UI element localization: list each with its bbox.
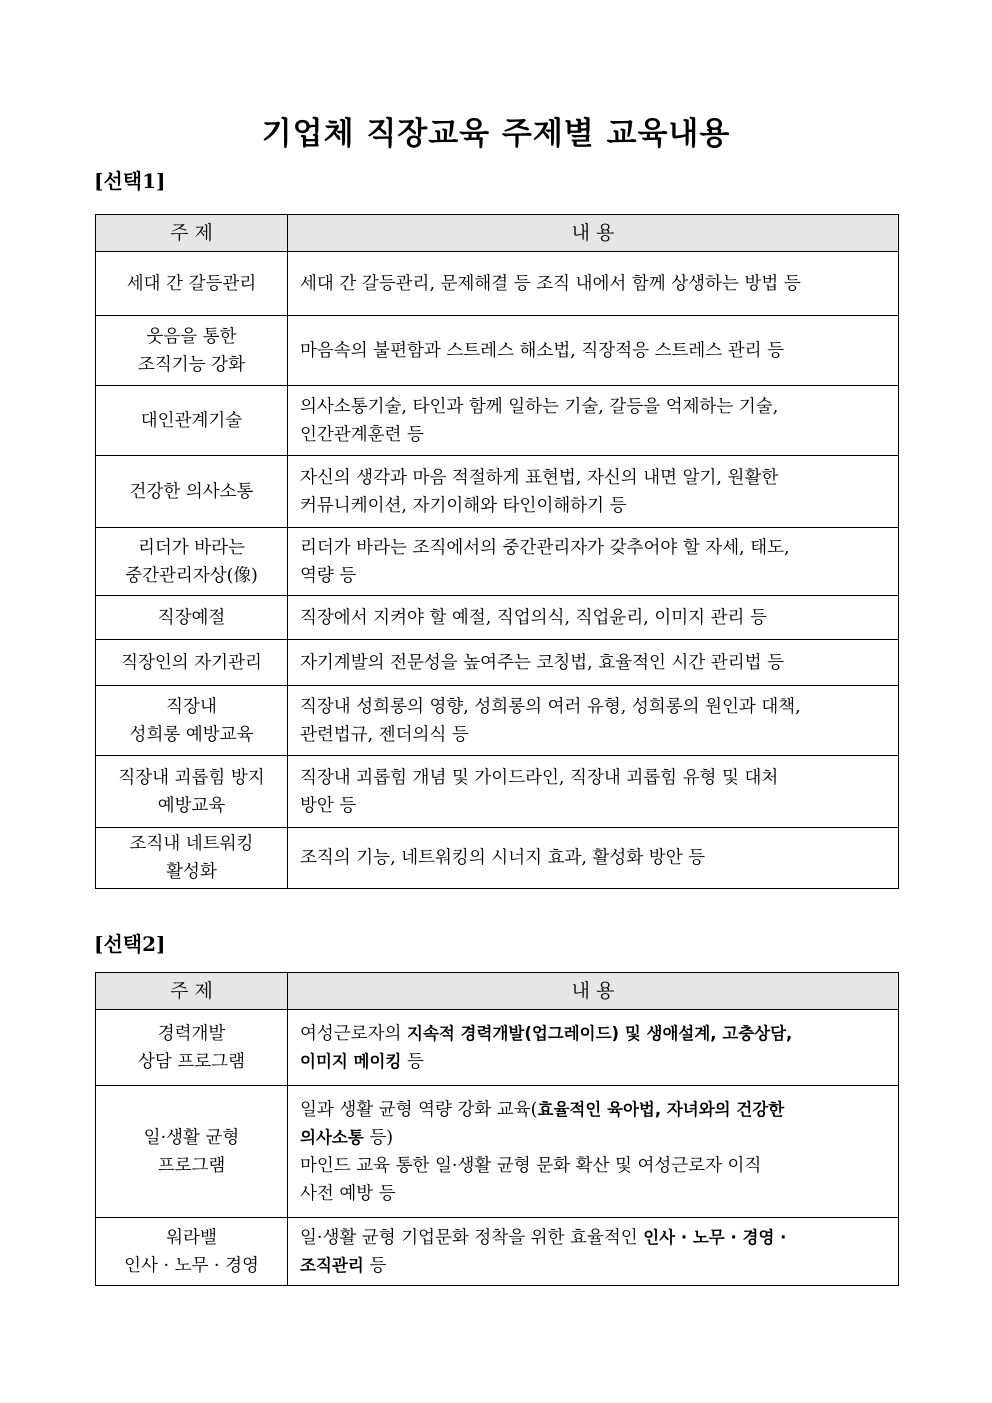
header-topic: 주 제 <box>96 973 288 1010</box>
content-cell <box>288 596 899 640</box>
table-row <box>96 456 899 528</box>
table-row <box>96 686 899 756</box>
content-line: 역량 등 <box>300 565 357 586</box>
topic-line: 직장예절 <box>157 607 226 628</box>
content-cell <box>288 686 899 756</box>
topic-line: 프로그램 <box>157 1155 226 1176</box>
content-text: 일·생활 균형 기업문화 정착을 위한 효율적인 <box>300 1227 644 1248</box>
content-bold-text: 효율적인 육아법, 자녀와의 건강한 <box>537 1099 785 1119</box>
header-content: 내 용 <box>288 973 899 1010</box>
section-1-rows <box>96 252 899 889</box>
topic-cell <box>96 1010 288 1086</box>
topic-line: 인사 · 노무 · 경영 <box>124 1255 259 1276</box>
content-line: 리더가 바라는 조직에서의 중간관리자가 갖추어야 할 자세, 태도, <box>300 537 790 558</box>
content-line: 커뮤니케이션, 자기이해와 타인이해하기 등 <box>300 495 627 516</box>
table-row <box>96 1086 899 1218</box>
content-bold-text: 조직관리 <box>300 1255 364 1275</box>
content-text: 등 <box>401 1051 424 1072</box>
topic-line: 워라밸 <box>166 1227 217 1248</box>
topic-cell <box>96 386 288 456</box>
table-row <box>96 1010 899 1086</box>
table-row <box>96 828 899 889</box>
content-line: 조직의 기능, 네트워킹의 시너지 효과, 활성화 방안 등 <box>300 848 706 868</box>
content-cell <box>288 640 899 686</box>
content-cell <box>288 316 899 386</box>
content-text: 등) <box>363 1127 394 1148</box>
topic-line: 경력개발 <box>157 1023 226 1044</box>
topic-line: 직장내 괴롭힘 방지 <box>118 767 265 788</box>
content-cell <box>288 386 899 456</box>
topic-line: 대인관계기술 <box>140 410 243 431</box>
topic-line: 건강한 의사소통 <box>129 481 254 502</box>
content-cell <box>288 528 899 596</box>
content-line: 직장에서 지켜야 할 예절, 직업의식, 직업윤리, 이미지 관리 등 <box>300 607 767 628</box>
topic-line: 웃음을 통한 <box>146 326 237 347</box>
topic-cell <box>96 528 288 596</box>
topic-cell <box>96 456 288 528</box>
content-line: 인간관계훈련 등 <box>300 424 424 445</box>
header-topic: 주 제 <box>96 215 288 252</box>
topic-line: 예방교육 <box>157 795 226 816</box>
content-line: 직장내 괴롭힘 개념 및 가이드라인, 직장내 괴롭힘 유형 및 대처 <box>300 767 779 788</box>
table-header-row <box>96 973 899 1010</box>
content-cell <box>288 1010 899 1086</box>
page-title: 기업체 직장교육 주제별 교육내용 <box>261 116 731 152</box>
content-text: 사전 예방 등 <box>300 1183 396 1204</box>
topic-line: 조직기능 강화 <box>138 354 245 375</box>
content-cell <box>288 1218 899 1286</box>
section-2-table <box>95 972 899 1286</box>
topic-cell <box>96 686 288 756</box>
table-header-row <box>96 215 899 252</box>
topic-line: 조직내 네트워킹 <box>129 834 254 854</box>
table-row <box>96 640 899 686</box>
topic-line: 일·생활 균형 <box>143 1127 240 1148</box>
topic-line: 성희롱 예방교육 <box>129 724 254 745</box>
topic-cell <box>96 1086 288 1218</box>
topic-cell <box>96 1218 288 1286</box>
table-row <box>96 756 899 828</box>
content-text: 여성근로자의 <box>300 1023 407 1044</box>
topic-cell <box>96 828 288 889</box>
content-line: 세대 간 갈등관리, 문제해결 등 조직 내에서 함께 상생하는 방법 등 <box>300 273 801 294</box>
content-line: 방안 등 <box>300 795 357 816</box>
content-line: 자기계발의 전문성을 높여주는 코칭법, 효율적인 시간 관리법 등 <box>300 652 785 673</box>
header-content: 내 용 <box>288 215 899 252</box>
section-1-label: [선택1] <box>94 169 166 193</box>
content-line: 마음속의 불편함과 스트레스 해소법, 직장적응 스트레스 관리 등 <box>300 340 785 361</box>
table-row <box>96 316 899 386</box>
table-row <box>96 386 899 456</box>
content-cell <box>288 456 899 528</box>
content-line: 의사소통기술, 타인과 함께 일하는 기술, 갈등을 억제하는 기술, <box>300 396 779 417</box>
section-2-label: [선택2] <box>94 932 166 956</box>
content-text: 일과 생활 균형 역량 강화 교육( <box>300 1099 538 1120</box>
content-text: 마인드 교육 통한 일·생활 균형 문화 확산 및 여성근로자 이직 <box>300 1155 762 1176</box>
content-line: 자신의 생각과 마음 적절하게 표현법, 자신의 내면 알기, 원활한 <box>300 467 779 488</box>
content-cell <box>288 252 899 316</box>
content-cell <box>288 1086 899 1218</box>
content-cell <box>288 828 899 889</box>
content-bold-text: 이미지 메이킹 <box>300 1051 402 1071</box>
topic-line: 직장내 <box>166 696 217 717</box>
content-bold-text: 인사 · 노무 · 경영 · <box>643 1227 787 1247</box>
topic-line: 세대 간 갈등관리 <box>126 273 257 294</box>
topic-cell <box>96 316 288 386</box>
content-line: 관련법규, 젠더의식 등 <box>300 724 469 745</box>
topic-line: 중간관리자상(像) <box>125 565 258 586</box>
topic-line: 상담 프로그램 <box>138 1051 245 1072</box>
content-bold-text: 지속적 경력개발(업그레이드) 및 생애설계, 고충상담, <box>407 1023 793 1043</box>
topic-line: 직장인의 자기관리 <box>121 652 262 673</box>
topic-cell <box>96 640 288 686</box>
table-row <box>96 528 899 596</box>
table-row <box>96 252 899 316</box>
topic-line: 리더가 바라는 <box>138 537 245 558</box>
content-text: 등 <box>363 1255 387 1276</box>
content-cell <box>288 756 899 828</box>
content-bold-text: 의사소통 <box>300 1127 364 1147</box>
topic-cell <box>96 596 288 640</box>
topic-cell <box>96 252 288 316</box>
section-1-table <box>95 214 899 889</box>
content-line: 직장내 성희롱의 영향, 성희롱의 여러 유형, 성희롱의 원인과 대책, <box>300 696 801 717</box>
topic-line: 활성화 <box>166 862 217 882</box>
table-row <box>96 596 899 640</box>
topic-cell <box>96 756 288 828</box>
table-row <box>96 1218 899 1286</box>
